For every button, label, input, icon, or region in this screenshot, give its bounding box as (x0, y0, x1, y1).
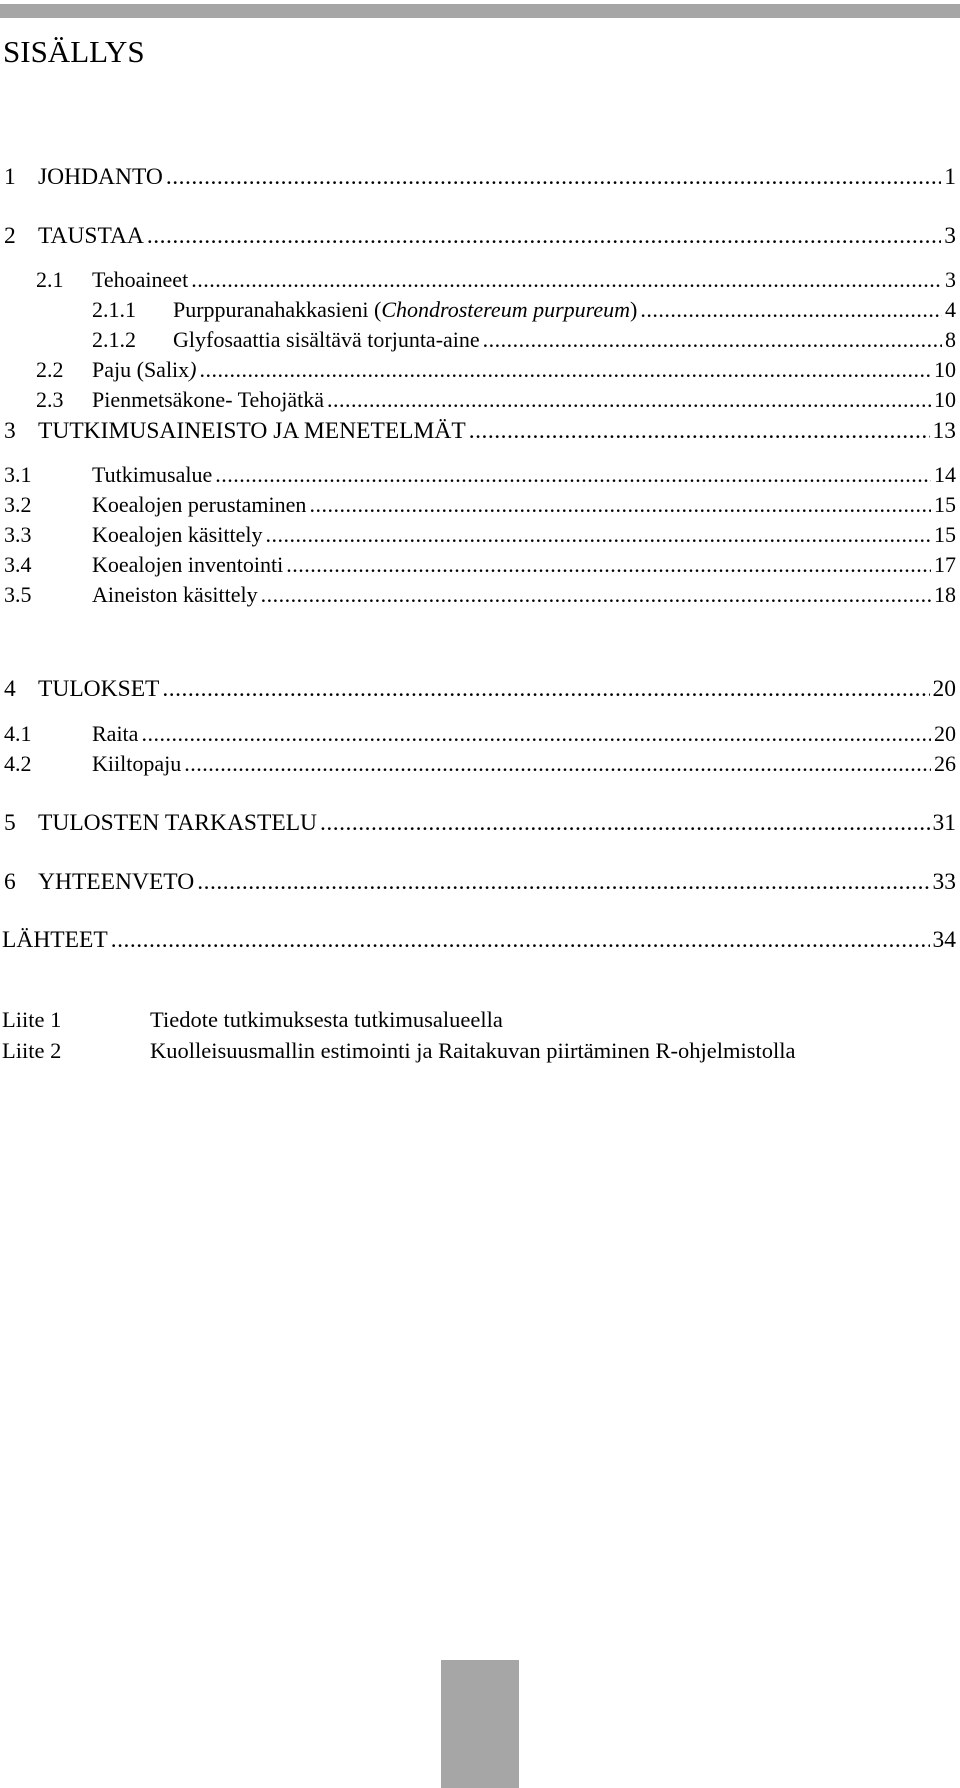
toc-page-number: 10 (934, 357, 956, 382)
toc-page-number: 15 (934, 522, 956, 547)
toc-title: Raita (92, 721, 139, 746)
toc-page-number: 17 (934, 552, 956, 577)
toc-entry-5[interactable] (4, 808, 956, 838)
toc-title: Paju (Salix) (92, 357, 197, 382)
toc-entry-3-2[interactable] (4, 490, 956, 520)
toc-entry-3-1[interactable] (4, 460, 956, 490)
toc-number: 2.1 (36, 267, 64, 292)
toc-number: 1 (4, 164, 16, 190)
toc-title: Koealojen käsittely (92, 522, 263, 547)
appendix-label: Liite 1 (2, 1007, 62, 1032)
toc-title: Tehoaineet (92, 267, 189, 292)
page-title: SISÄLLYS (3, 34, 145, 69)
toc-entry-2-1-2[interactable] (92, 325, 956, 355)
toc-leader (286, 550, 931, 580)
toc-page-number: 20 (934, 721, 956, 746)
toc-title: Purppuranahakkasieni (Chondrostereum purpureum) (173, 297, 638, 322)
toc-title: TAUSTAA (38, 223, 144, 249)
appendix-title: Tiedote tutkimuksesta tutkimusalueella (150, 1007, 503, 1032)
toc-number: 2 (4, 223, 16, 249)
toc-number: 3.5 (4, 582, 32, 607)
appendix-title: Kuolleisuusmallin estimointi ja Raitakuvan piirtäminen R-ohjelmistolla (150, 1038, 796, 1063)
top-decorative-bar (0, 4, 960, 18)
toc-page-number: 4 (945, 297, 956, 322)
toc-page-number: 33 (932, 869, 956, 895)
toc-entry-3-5[interactable] (4, 580, 956, 610)
toc-number: 2.1.1 (92, 297, 136, 322)
appendix-2 (2, 1036, 796, 1066)
appendix-1 (2, 1005, 503, 1035)
toc-entry-2-1-1[interactable] (92, 295, 956, 325)
page-footer-marker (441, 1660, 519, 1788)
toc-entry-4-1[interactable] (4, 719, 956, 749)
toc-leader (141, 719, 931, 749)
toc-title: TULOKSET (38, 676, 160, 702)
toc-number: 2.1.2 (92, 327, 136, 352)
toc-page-number: 20 (932, 676, 956, 702)
toc-leader (147, 221, 941, 251)
toc-number: 3.2 (4, 492, 32, 517)
toc-leader (309, 490, 931, 520)
toc-title: TUTKIMUSAINEISTO JA MENETELMÄT (38, 418, 466, 444)
toc-number: 5 (4, 810, 16, 836)
toc-page-number: 3 (944, 223, 956, 249)
toc-entry-3-3[interactable] (4, 520, 956, 550)
toc-page-number: 3 (945, 267, 956, 292)
toc-leader (200, 355, 932, 385)
toc-title: Kiiltopaju (92, 751, 182, 776)
toc-number: 6 (4, 869, 16, 895)
toc-page-number: 13 (932, 418, 956, 444)
toc-leader (320, 808, 929, 838)
toc-leader (191, 265, 942, 295)
toc-title: LÄHTEET (2, 927, 108, 953)
toc-number: 3.4 (4, 552, 32, 577)
toc-leader (327, 385, 931, 415)
toc-entry-references[interactable] (2, 925, 956, 955)
toc-title: Koealojen inventointi (92, 552, 284, 577)
toc-leader (162, 674, 929, 704)
toc-page-number: 15 (934, 492, 956, 517)
toc-leader (197, 867, 929, 897)
toc-number: 2.3 (36, 387, 64, 412)
toc-leader (111, 925, 930, 955)
toc-page-number: 26 (934, 751, 956, 776)
toc-title: Tutkimusalue (92, 462, 213, 487)
toc-leader (483, 325, 942, 355)
toc-leader (469, 416, 930, 446)
toc-leader (265, 520, 931, 550)
toc-page-number: 31 (932, 810, 956, 836)
toc-page-number: 10 (934, 387, 956, 412)
toc-entry-4-2[interactable] (4, 749, 956, 779)
toc-title: Koealojen perustaminen (92, 492, 307, 517)
toc-entry-3[interactable] (4, 416, 956, 446)
toc-entry-2-2[interactable] (36, 355, 956, 385)
toc-page-number: 14 (934, 462, 956, 487)
toc-page-number: 18 (934, 582, 956, 607)
toc-page-number: 34 (932, 927, 956, 953)
toc-entry-3-4[interactable] (4, 550, 956, 580)
toc-title: Glyfosaattia sisältävä torjunta-aine (173, 327, 480, 352)
toc-page-number: 1 (944, 164, 956, 190)
toc-leader (640, 295, 942, 325)
toc-number: 4.2 (4, 751, 32, 776)
toc-entry-2-1[interactable] (36, 265, 956, 295)
toc-entry-4[interactable] (4, 674, 956, 704)
toc-number: 3.3 (4, 522, 32, 547)
toc-title: Aineiston käsittely (92, 582, 258, 607)
toc-title: TULOSTEN TARKASTELU (38, 810, 318, 836)
toc-number: 3 (4, 418, 16, 444)
toc-leader (166, 162, 941, 192)
toc-title: Pienmetsäkone- Tehojätkä (92, 387, 325, 412)
toc-number: 3.1 (4, 462, 32, 487)
toc-entry-2-3[interactable] (36, 385, 956, 415)
toc-entry-6[interactable] (4, 867, 956, 897)
toc-number: 4.1 (4, 721, 32, 746)
toc-entry-2[interactable] (4, 221, 956, 251)
toc-leader (215, 460, 931, 490)
toc-title: YHTEENVETO (38, 869, 195, 895)
toc-number: 2.2 (36, 357, 64, 382)
toc-leader (261, 580, 931, 610)
toc-leader (184, 749, 931, 779)
toc-page-number: 8 (945, 327, 956, 352)
appendix-label: Liite 2 (2, 1038, 62, 1063)
toc-title: JOHDANTO (38, 164, 163, 190)
toc-number: 4 (4, 676, 16, 702)
toc-entry-1[interactable] (4, 162, 956, 192)
